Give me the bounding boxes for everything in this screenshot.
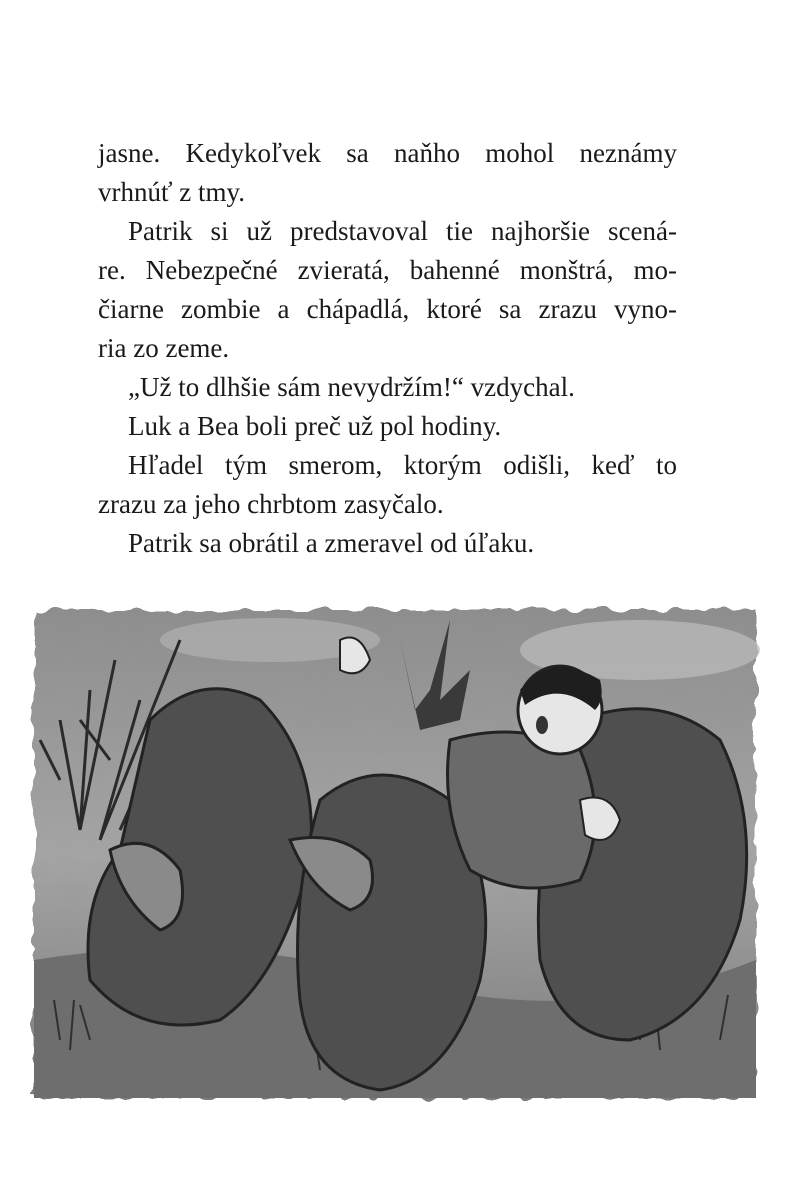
text-line: Luk a Bea boli preč už pol hodiny. (128, 411, 502, 441)
boy-body (448, 732, 596, 888)
text-line: re. Nebezpečné zvieratá, bahenné monštrá, mo- (98, 255, 677, 285)
text-line: jasne. Kedykoľvek sa naňho mohol neznámy (98, 138, 677, 168)
illustration (20, 600, 770, 1108)
text-line: čiarne zombie a chápadlá, ktoré sa zrazu vyno- (98, 294, 677, 324)
text-line: Hľadel tým smerom, ktorým odišli, keď to (128, 450, 677, 480)
body-text (98, 134, 677, 563)
text-line: vrhnúť z tmy. (98, 177, 246, 207)
text-line: zrazu za jeho chrbtom zasyčalo. (98, 489, 444, 519)
boy-mouth (536, 716, 548, 734)
text-line: ria zo zeme. (98, 333, 230, 363)
text-line: Patrik si už predstavoval tie najhoršie scená- (128, 216, 677, 246)
text-line: Patrik sa obrátil a zmeravel od úľaku. (128, 528, 535, 558)
illustration-drawing (20, 600, 770, 1108)
text-line: „Už to dlhšie sám nevydržím!“ vzdychal. (128, 372, 575, 402)
